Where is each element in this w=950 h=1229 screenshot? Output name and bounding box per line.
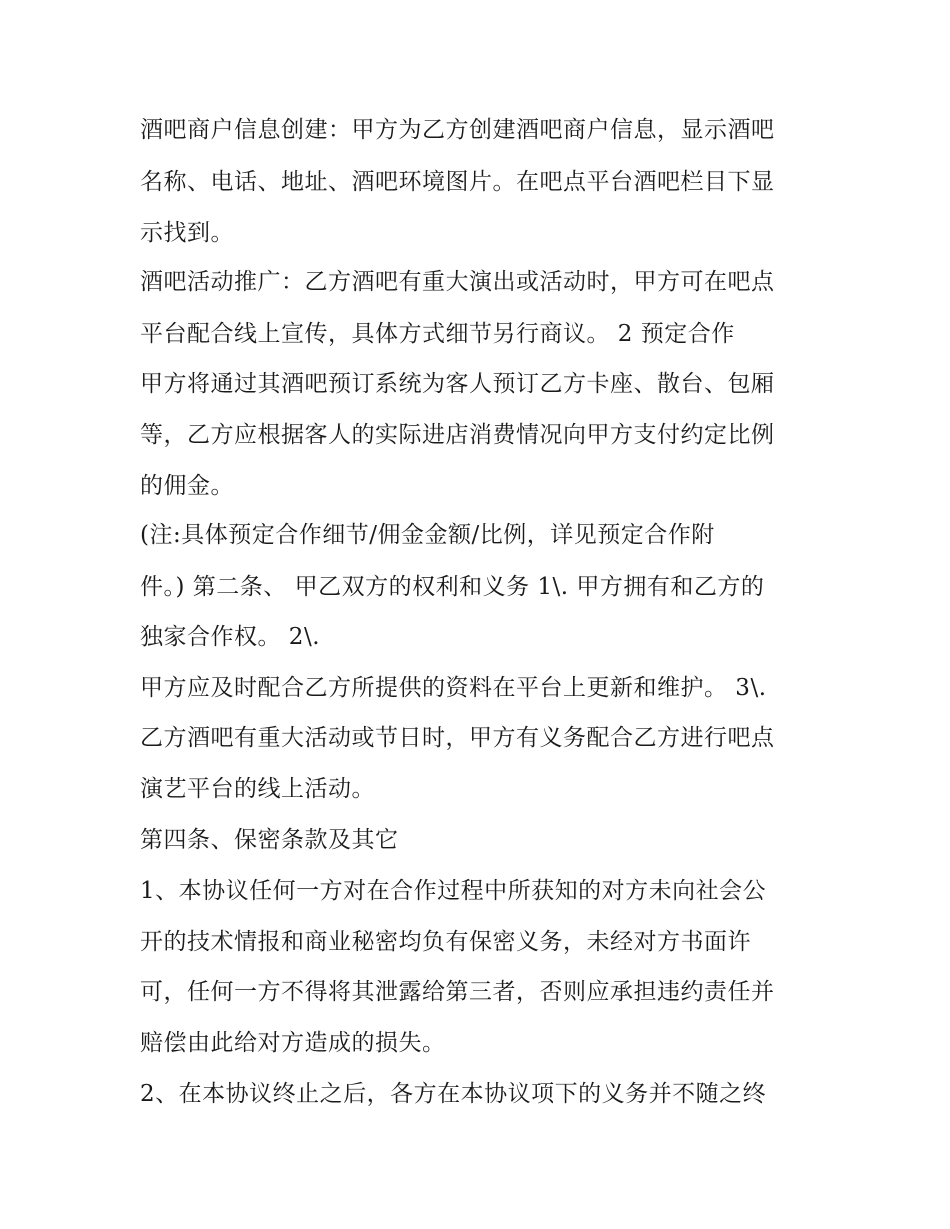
text-line: 开的技术情报和商业秘密均负有保密义务，未经对方书面许 [140,929,751,955]
text-line: 平台配合线上宣传，具体方式细节另行商议。 2 预定合作 [140,321,735,347]
text-line: 的佣金。 [140,473,234,499]
section-heading: 第四条、保密条款及其它 [140,827,399,853]
text-line: 乙方酒吧有重大活动或节日时，甲方有义务配合乙方进行吧点 [140,725,775,751]
text-line: 件。) 第二条、 甲乙双方的权利和义务 1\. 甲方拥有和乙方的 [140,574,765,600]
text-line: 赔偿由此给对方造成的损失。 [140,1030,446,1056]
text-line: 酒吧商户信息创建：甲方为乙方创建酒吧商户信息，显示酒吧 [140,117,775,143]
text-line: 2、在本协议终止之后，各方在本协议项下的义务并不随之终 [140,1081,767,1107]
text-line: 甲方将通过其酒吧预订系统为客人预订乙方卡座、散台、包厢 [140,371,775,397]
text-line: 独家合作权。 2\. [140,624,321,650]
text-line: 酒吧活动推广：乙方酒吧有重大演出或活动时，甲方可在吧点 [140,269,775,295]
text-line: 名称、电话、地址、酒吧环境图片。在吧点平台酒吧栏目下显 [140,169,775,195]
text-line: 等，乙方应根据客人的实际进店消费情况向甲方支付约定比例 [140,422,775,448]
text-line: 可，任何一方不得将其泄露给第三者，否则应承担违约责任并 [140,979,775,1005]
text-line: 演艺平台的线上活动。 [140,776,375,802]
text-line: 示找到。 [140,220,234,246]
text-line: 1、本协议任何一方对在合作过程中所获知的对方未向社会公 [140,878,767,904]
text-line: (注:具体预定合作细节/佣金金额/比例，详见预定合作附 [140,522,715,548]
text-line: 甲方应及时配合乙方所提供的资料在平台上更新和维护。 3\. [140,675,767,701]
